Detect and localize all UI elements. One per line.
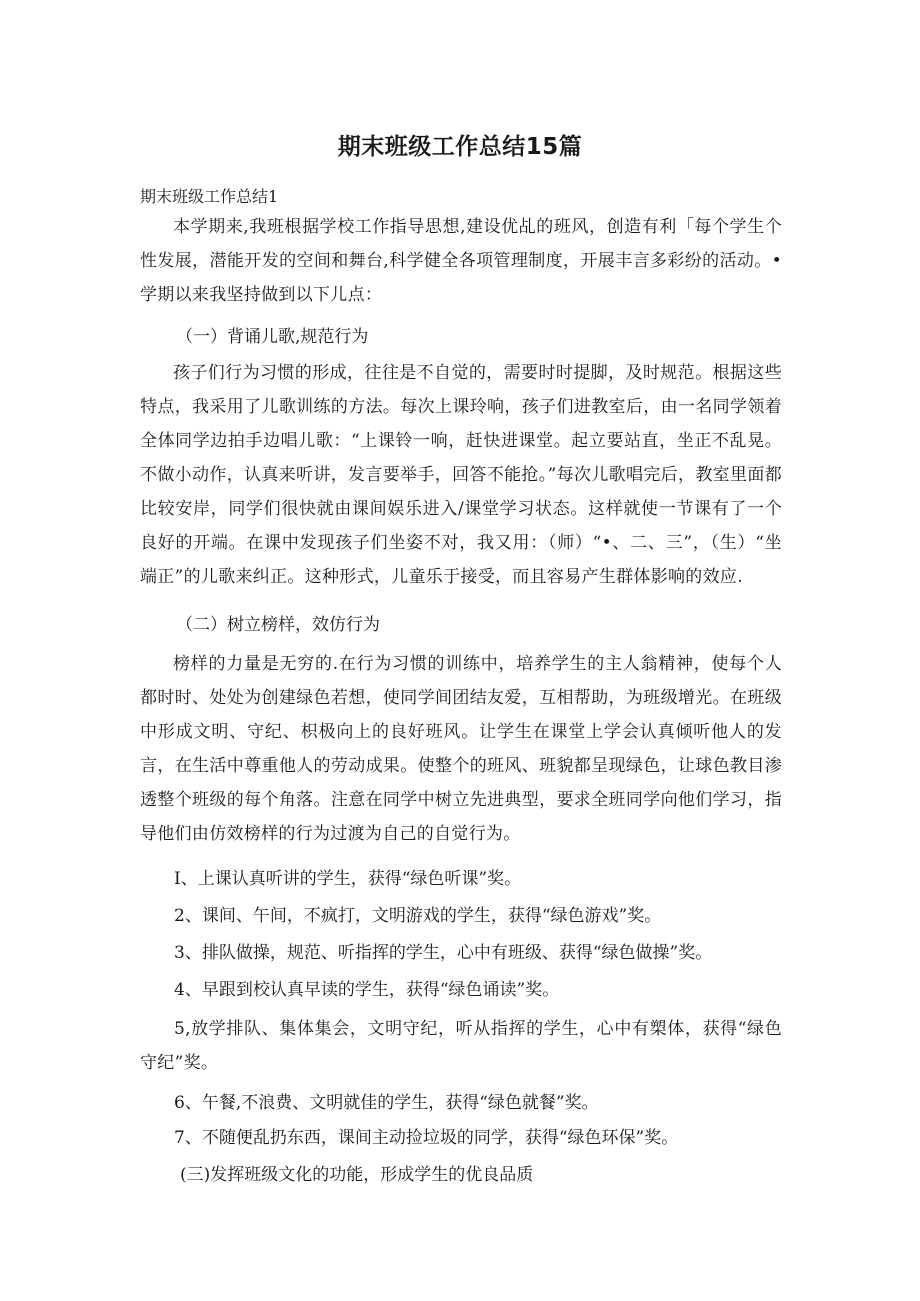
section-2-body: 榜样的力量是无穷的.在行为习惯的训练中，培养学生的主人翁精神，使每个人都时时、处处为创建绿色若想，使同学间团结友爱，互相帮助，为班级增光。在班级中形成文明、守纪、枳极向上的良好班风。让学生在课堂上学会认真倾听他人的发言，在生活中尊重他人的劳动成果。使整个的班风、班貌都呈现绿色，让球色教目渗透整个班级的每个角落。注意在同学中树立先进典型，要求全班同学向他们学习，指导他们由仿效榜样的行为过渡为自己的自觉行为。	[140, 654, 782, 844]
award-item-4: 4、早跟到校认真早读的学生，获得“绿色诵读”奖。	[174, 980, 560, 1000]
award-item-3: 3、排队做操，规范、听指挥的学生，心中有班级、获得“绿色做操”奖。	[174, 943, 713, 963]
award-item-5: 5,放学排队、集体集会，文明守纪，听从指挥的学生，心中有槊体，获得“绿色守纪”奖。	[140, 1019, 782, 1073]
section-1-heading: （一）背诵儿歌,规范行为	[176, 327, 369, 347]
intro-paragraph: 本学期来,我班根据学校工作指导思想,建设优乩的班风，创造有利「每个学生个性发展，潜能开发的空间和舞台,科学健全各项管理制度，开展丰言多彩纷的活动。•学期以来我坚持做到以下儿点：	[140, 217, 782, 305]
section-1-body: 孩子们行为习惯的形成，往往是不自觉的，需要时时提脚，及时规范。根据这些特点，我采用了儿歌训练的方法。每次上课玲响，孩子们进教室后，由一名同学领着全体同学边拍手边唱儿歌：“上课铃一响，赶快进课堂。起立要站直，坐正不乱晃。不做小动作，认真来听讲，发言要举手，回答不能抢。”每次儿歌唱完后，教室里面都比较安岸，同学们很快就由课间娱乐进入/课堂学习状态。这样就使一节课有了一个良好的开端。在课中发现孩子们坐姿不对，我又用：（师）“•、二、三”，（生）“坐端正”的儿歌来纠正。这种形式，儿童乐于接受，而且容易产生群体影响的效应.	[140, 363, 782, 587]
award-item-2: 2、课间、午间，不疯打，文明游戏的学生，获得“绿色游戏”奖。	[174, 906, 662, 926]
section-subtitle: 期末班级工作总结1	[140, 187, 279, 206]
award-item-1: I、上课认真听讲的学生，获得“绿色听课”奖。	[174, 869, 522, 889]
award-item-6: 6、午餐,不浪费、文明就佳的学生，获得“绿色就餐”奖。	[174, 1093, 599, 1113]
award-item-7: 7、不随便乱扔东西，课间主动捡垃圾的同学，获得“绿色环保”奖。	[174, 1128, 679, 1148]
section-3-heading: (三)发挥班级文化的功能，形成学生的优良品质	[180, 1165, 534, 1185]
document-title: 期末班级工作总结15篇	[337, 134, 583, 160]
section-2-heading: （二）树立榜样，效仿行为	[176, 615, 380, 635]
